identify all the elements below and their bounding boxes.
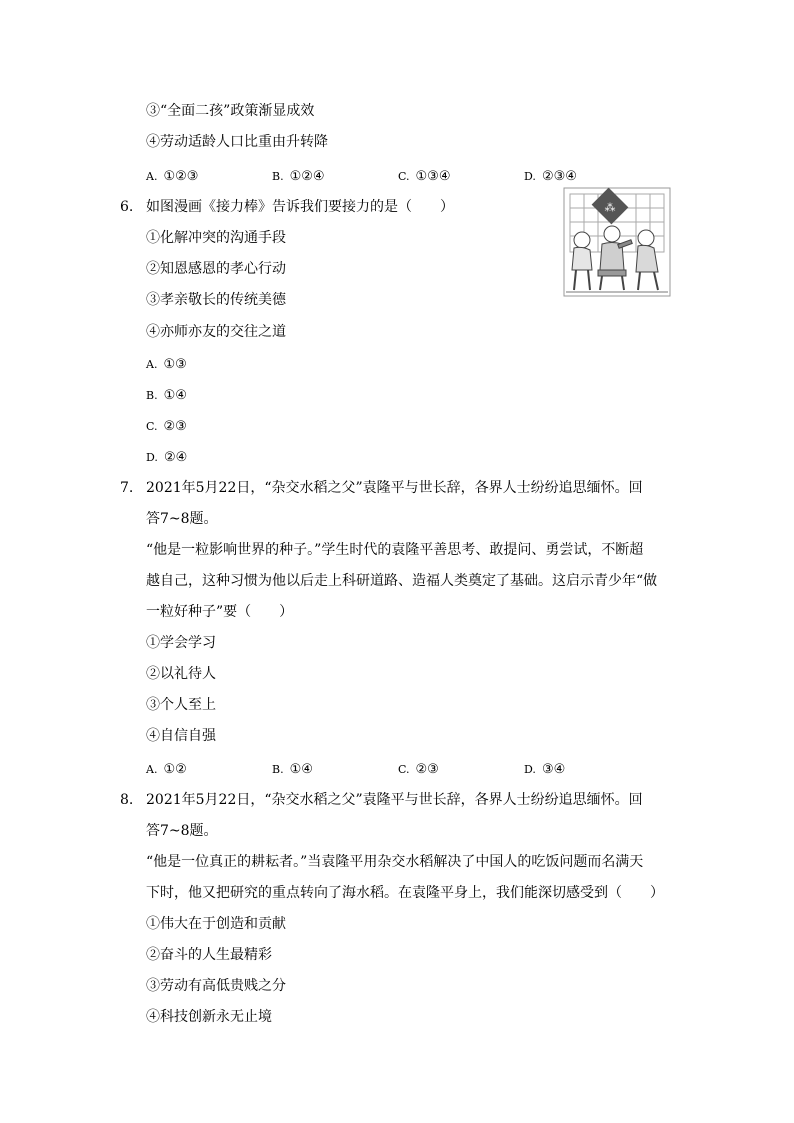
q7-item-2: ②以礼待人 (146, 666, 216, 682)
q8-number: 8. (120, 792, 134, 808)
q5-choice-a[interactable] (146, 168, 198, 186)
choice-text: ②③ (415, 762, 439, 777)
choice-text: ①③④ (415, 169, 451, 184)
choice-label: C. (146, 420, 158, 433)
choice-label: D. (524, 763, 536, 776)
q8-passage-line-2: 下时，他又把研究的重点转向了海水稻。在袁隆平身上，我们能深切感受到（ ） (146, 885, 664, 901)
q8-item-1: ①伟大在于创造和贡献 (146, 916, 286, 932)
q7-choice-d[interactable] (524, 761, 565, 779)
choice-text: ①② (163, 762, 187, 777)
q7-item-3: ③个人至上 (146, 697, 216, 713)
choice-text: ①③ (163, 357, 187, 372)
relay-baton-cartoon-icon (562, 186, 672, 298)
q8-passage-line-1: “他是一位真正的耕耘者。”当袁隆平用杂交水稻解决了中国人的吃饭问题而名满天 (146, 854, 644, 870)
q8-item-2: ②奋斗的人生最精彩 (146, 947, 272, 963)
choice-text: ③④ (541, 762, 566, 777)
svg-text:⁂: ⁂ (604, 201, 616, 214)
q7-passage-line-1: “他是一粒影响世界的种子。”学生时代的袁隆平善思考、敢提问、勇尝试，不断超 (146, 542, 644, 558)
q6-number: 6. (120, 199, 134, 215)
q8-item-4: ④科技创新永无止境 (146, 1009, 272, 1025)
choice-text: ①②③ (163, 169, 199, 184)
q6-item-3: ③孝亲敬长的传统美德 (146, 292, 286, 308)
q7-item-1: ①学会学习 (146, 635, 216, 651)
choice-label: A. (146, 763, 158, 776)
q7-number: 7. (120, 480, 134, 496)
q7-passage-line-2: 越自己，这种习惯为他以后走上科研道路、造福人类奠定了基础。这启示青少年“做 (146, 573, 658, 589)
q7-choice-b[interactable] (272, 761, 313, 779)
choice-label: A. (146, 358, 158, 371)
q5-choice-c[interactable] (398, 168, 451, 186)
q8-item-3: ③劳动有高低贵贱之分 (146, 978, 286, 994)
choice-label: C. (398, 170, 410, 183)
q6-item-2: ②知恩感恩的孝心行动 (146, 261, 286, 277)
q8-stem-line-2: 答7~8题。 (146, 823, 218, 839)
q7-passage-line-3: 一粒好种子”要（ ） (146, 604, 294, 620)
choice-label: B. (272, 170, 284, 183)
choice-label: A. (146, 170, 158, 183)
q8-stem-line-1: 2021年5月22日，“杂交水稻之父”袁隆平与世长辞，各界人士纷纷追思缅怀。回 (146, 792, 643, 808)
q6-choice-a[interactable] (146, 356, 187, 374)
q6-choice-d[interactable] (146, 449, 187, 467)
choice-text: ①④ (163, 388, 187, 403)
q5-item-4: ④劳动适龄人口比重由升转降 (146, 134, 328, 150)
q5-choice-b[interactable] (272, 168, 325, 186)
choice-label: D. (524, 170, 536, 183)
q6-choice-b[interactable] (146, 387, 187, 405)
q6-item-4: ④亦师亦友的交往之道 (146, 324, 286, 340)
q7-stem-line-1: 2021年5月22日，“杂交水稻之父”袁隆平与世长辞，各界人士纷纷追思缅怀。回 (146, 480, 643, 496)
q6-stem: 如图漫画《接力棒》告诉我们要接力的是（ ） (146, 199, 454, 215)
choice-text: ①④ (289, 762, 313, 777)
q7-choice-a[interactable] (146, 761, 187, 779)
q6-choice-c[interactable] (146, 418, 187, 436)
choice-text: ②④ (163, 450, 188, 465)
q7-item-4: ④自信自强 (146, 728, 216, 744)
choice-text: ②③ (163, 419, 187, 434)
choice-label: B. (272, 763, 284, 776)
q7-choice-c[interactable] (398, 761, 439, 779)
q7-stem-line-2: 答7~8题。 (146, 511, 218, 527)
choice-label: D. (146, 451, 158, 464)
q5-choice-d[interactable] (524, 168, 577, 186)
q5-item-3: ③“全面二孩”政策渐显成效 (146, 103, 315, 119)
q6-item-1: ①化解冲突的沟通手段 (146, 230, 286, 246)
choice-text: ①②④ (289, 169, 325, 184)
choice-text: ②③④ (541, 169, 577, 184)
choice-label: B. (146, 389, 158, 402)
choice-label: C. (398, 763, 410, 776)
